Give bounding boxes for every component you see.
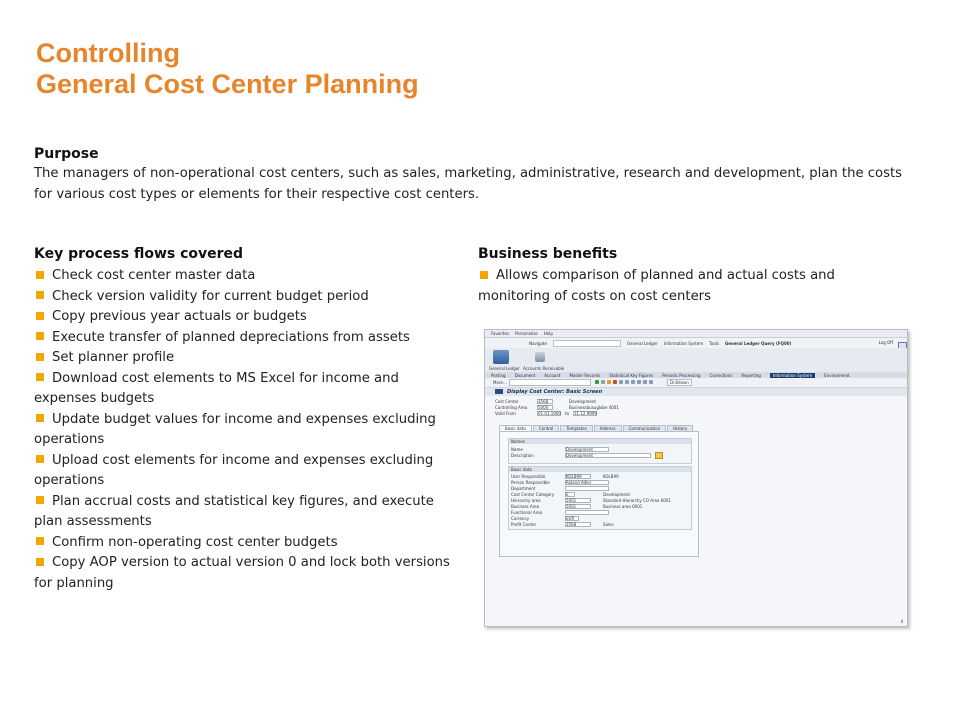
shot-menubar (485, 330, 907, 338)
flows-section (34, 246, 464, 594)
shot-breadcrumb[interactable]: Tools (709, 340, 719, 346)
shot-nav-input[interactable] (553, 340, 621, 347)
shot-corner-mark: 4 (900, 619, 903, 624)
shot-row-label: Name (511, 447, 523, 452)
bullet-square-icon (36, 455, 44, 463)
shot-field-value: 31.12.9999 (574, 411, 597, 416)
bullet-square-icon (36, 496, 44, 504)
shot-basicdata-group (508, 466, 692, 530)
shot-field-extra: Development (569, 399, 596, 404)
ledger-icon[interactable] (493, 350, 509, 364)
purpose-text: The managers of non-operational cost centers, such as sales, marketing, administrative, research and development, plan the costs for various cost types or elements for their respective cost centers. (34, 166, 902, 202)
shot-row-extra: Development (603, 492, 630, 497)
shot-row-extra: Business area 6001 (603, 504, 643, 509)
print-icon[interactable] (619, 380, 623, 384)
shot-row-label: User Responsible (511, 474, 546, 479)
shot-iconrow (485, 348, 907, 372)
shot-row-label: Functional Area (511, 510, 543, 515)
shot-row-value: Development (566, 453, 593, 458)
shot-field-label: Cost Center (495, 399, 519, 404)
check-icon[interactable] (595, 380, 599, 384)
bullet-square-icon (36, 558, 44, 566)
shot-field-value: 01.01.1900 (538, 411, 561, 416)
shot-more-menu[interactable]: More... (493, 380, 507, 385)
help-icon[interactable] (649, 380, 653, 384)
shot-row-value: E (566, 492, 569, 497)
shot-breadcrumb[interactable]: Information System (663, 340, 704, 346)
shot-navbar (485, 338, 907, 348)
benefits-heading: Business benefits (478, 246, 618, 262)
list-item: Copy previous year actuals or budgets (34, 307, 464, 328)
title-line-2: General Cost Center Planning (36, 69, 419, 99)
shot-subtab[interactable]: Basic data (499, 425, 532, 432)
shot-tab[interactable]: Corrections (709, 372, 733, 378)
shot-tab[interactable]: Master Records (569, 372, 601, 378)
shot-row-label: Department (511, 486, 536, 491)
sap-screenshot (484, 329, 908, 627)
shot-tab[interactable]: Environment (824, 372, 850, 378)
title-line-1: Controlling (36, 38, 180, 68)
shot-field-value: 3568 (538, 399, 549, 404)
bullet-square-icon (36, 537, 44, 545)
shot-row-value: 5001 (566, 498, 577, 503)
shot-names-group (508, 438, 692, 464)
shot-row-value: 5001 (566, 504, 577, 509)
shot-row-label: Person Responsible (511, 480, 550, 485)
shot-icon-label: General Ledger (489, 366, 520, 371)
shot-subtab[interactable]: Communication (623, 425, 667, 432)
shot-nav-label: Navigate (529, 340, 547, 346)
shot-breadcrumb[interactable]: General Ledger (626, 340, 658, 346)
list-item: Confirm non-operating cost center budgets (34, 533, 464, 554)
list-item: Plan accrual costs and statistical key figures, and execute plan assessments (34, 493, 434, 529)
shot-tab[interactable]: Reporting (741, 372, 761, 378)
shot-row-label: Profit Center (511, 522, 537, 527)
shot-subtab[interactable]: Templates (560, 425, 592, 432)
shot-row-extra: Standard Hierarchy CO Area 6001 (603, 498, 671, 503)
bullet-square-icon (36, 332, 44, 340)
shot-subtab[interactable]: Control (533, 425, 559, 432)
list-item: Upload cost elements for income and expenses excluding operations (34, 452, 434, 488)
receivable-icon[interactable] (535, 352, 545, 362)
benefits-text: Allows comparison of planned and actual costs and monitoring of costs on cost centers (478, 268, 835, 304)
screen-icon (495, 389, 503, 394)
shot-row-input[interactable] (565, 510, 609, 515)
list-item: Download cost elements to MS Excel for income and expenses budgets (34, 370, 399, 406)
shot-field-value: 5000 (538, 405, 549, 410)
shot-command-field[interactable] (509, 379, 591, 386)
shot-tab[interactable]: Periodic Processing (662, 372, 701, 378)
shot-subtab[interactable]: History (667, 425, 693, 432)
shot-field-to-label: to (565, 411, 570, 416)
shot-tab[interactable]: Posting (491, 372, 506, 378)
shot-tab[interactable]: Statistical Key Figures (609, 372, 654, 378)
page-icon[interactable] (631, 380, 635, 384)
benefits-section (478, 246, 898, 307)
bullet-square-icon (36, 312, 44, 320)
shot-icon-label: Accounts Receivable (523, 366, 565, 371)
shot-menu-item[interactable]: Personalize (515, 331, 538, 336)
shot-tab[interactable]: Account (544, 372, 561, 378)
shot-toolbar-icons (595, 380, 653, 384)
shot-tab[interactable]: Document (514, 372, 536, 378)
shot-logoff[interactable]: Log Off (878, 340, 893, 345)
shot-row-extra: KOLB99 (603, 474, 619, 479)
flows-heading: Key process flows covered (34, 246, 244, 262)
bullet-square-icon (36, 373, 44, 381)
shot-menu-item[interactable]: Favorites (491, 331, 510, 336)
shot-screen-title: Display Cost Center: Basic Screen (507, 389, 603, 395)
shot-drilldown-button[interactable]: Drilldown (667, 379, 692, 386)
list-item: Execute transfer of planned depreciations from assets (34, 328, 464, 349)
shot-tab-active[interactable]: Information System (770, 373, 815, 378)
bullet-square-icon (36, 414, 44, 422)
save-icon[interactable] (601, 380, 605, 384)
bullet-square-icon (480, 271, 488, 279)
bullet-square-icon (36, 353, 44, 361)
shot-row-input[interactable] (565, 486, 609, 491)
list-item: Set planner profile (34, 348, 464, 369)
shot-row-extra: Sales (603, 522, 614, 527)
purpose-heading: Purpose (34, 146, 99, 162)
find-icon[interactable] (625, 380, 629, 384)
page-icon[interactable] (637, 380, 641, 384)
shot-row-label: Currency (511, 516, 530, 521)
shot-field-label: Controlling Area (495, 405, 528, 410)
shot-subtab[interactable]: Address (594, 425, 622, 432)
list-item: Copy AOP version to actual version 0 and lock both versions for planning (34, 555, 450, 591)
shot-toolbar (485, 378, 907, 388)
shot-row-label: Business Area (511, 504, 540, 509)
shot-group-heading: Names (509, 439, 691, 444)
shot-group-heading: Basic data (509, 467, 691, 472)
shot-field-label: Valid From (495, 411, 516, 416)
shot-basic-panel (499, 431, 699, 557)
flows-list (34, 266, 464, 594)
shot-row-value: Development (566, 447, 593, 452)
note-icon[interactable] (655, 452, 663, 459)
shot-breadcrumb[interactable]: General Ledger Query (FQ00) (725, 340, 792, 346)
shot-row-label: Hierarchy area (511, 498, 541, 503)
shot-row-value: Roland Adler (566, 480, 592, 485)
shot-field-extra: Businessbusuglobe 4001 (569, 405, 619, 410)
bullet-square-icon (36, 291, 44, 299)
shot-row-label: Cost Center Category (511, 492, 555, 497)
list-item: Check version validity for current budget period (34, 287, 464, 308)
list-item: Check cost center master data (34, 266, 464, 287)
cancel-icon[interactable] (613, 380, 617, 384)
purpose-section (34, 146, 924, 205)
bullet-square-icon (36, 271, 44, 279)
shot-screen-title-bar (485, 388, 907, 396)
title-block (36, 38, 419, 100)
shot-row-value: KOLB99 (566, 474, 582, 479)
back-icon[interactable] (607, 380, 611, 384)
shot-row-value: EUR (566, 516, 575, 521)
window-icon[interactable] (643, 380, 647, 384)
shot-menu-item[interactable]: Help (543, 331, 553, 336)
shot-row-label: Description (511, 453, 534, 458)
list-item: Update budget values for income and expenses excluding operations (34, 411, 436, 447)
shot-row-value: 3568 (566, 522, 577, 527)
